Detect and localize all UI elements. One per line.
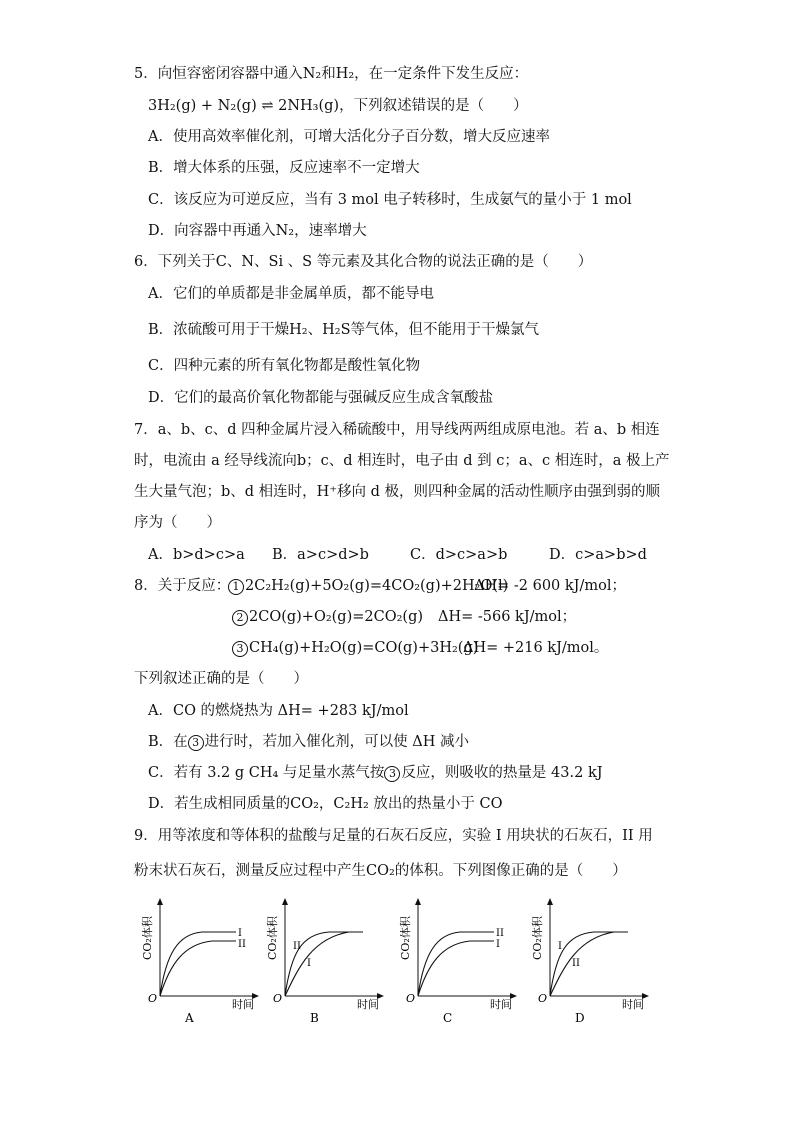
graph-c-label-lower: I	[496, 939, 500, 950]
q8-reaction-2: 2 2CO(g)+O₂(g)=2CO₂(g)	[232, 607, 423, 627]
graph-d-letter: D	[575, 1011, 585, 1025]
graph-d-y-arrow	[547, 898, 553, 905]
graph-d-x-label: 时间	[622, 998, 644, 1011]
q8-reaction-3-dh: ΔH= +216 kJ/mol。	[463, 640, 609, 656]
q7-option-a: A．b>d>c>a	[148, 547, 245, 563]
q8-reaction-3: 3 CH₄(g)+H₂O(g)=CO(g)+3H₂(g)	[232, 638, 478, 658]
q5-option-a: A．使用高效率催化剂，可增大活化分子百分数，增大反应速率	[148, 129, 550, 145]
graph-c-curve-lower	[418, 941, 494, 996]
q5-equation: 3H₂(g) + N₂(g) ⇌ 2NH₃(g)，下列叙述错误的是（ ）	[148, 98, 528, 114]
q8-option-b: B．在 3 进行时，若加入催化剂，可以使 ΔH 减小	[148, 734, 469, 750]
graph-a-y-arrow	[157, 898, 163, 905]
graph-d-origin: O	[538, 992, 548, 1005]
graph-a-curve-upper	[160, 932, 236, 996]
graph-b-x-label: 时间	[357, 998, 379, 1011]
graph-a-y-label: CO₂体积	[141, 916, 154, 960]
graph-b-origin: O	[273, 992, 283, 1005]
graph-a-origin: O	[148, 992, 158, 1005]
graph-b-label-lower: I	[307, 958, 311, 969]
q5-option-b: B．增大体系的压强，反应速率不一定增大	[148, 160, 420, 176]
q8-label: 8．关于反应：	[134, 578, 231, 594]
graph-b-y-arrow	[282, 898, 288, 905]
q8-option-d: D．若生成相同质量的CO₂，C₂H₂ 放出的热量小于 CO	[148, 796, 503, 812]
q7-line4: 序为（ ）	[134, 515, 221, 531]
graph-a-letter: A	[185, 1011, 194, 1025]
q9-line1: 9．用等浓度和等体积的盐酸与足量的石灰石反应，实验 I 用块状的石灰石，II 用	[134, 828, 653, 844]
graph-c-curve-upper	[418, 932, 494, 996]
circled-number-3: 3	[188, 735, 204, 751]
q6-option-c: C．四种元素的所有氧化物都是酸性氧化物	[148, 358, 421, 374]
graph-c-y-arrow	[415, 898, 421, 905]
graph-c-y-label: CO₂体积	[399, 916, 412, 960]
graph-c-letter: C	[443, 1011, 453, 1025]
circled-number-3: 3	[232, 641, 248, 657]
q7-option-c: C．d>c>a>b	[410, 547, 508, 563]
q5-stem: 5．向恒容密闭容器中通入N₂和H₂，在一定条件下发生反应：	[134, 66, 529, 82]
graph-b-y-label: CO₂体积	[266, 916, 279, 960]
q5-option-d: D．向容器中再通入N₂，速率增大	[148, 223, 367, 239]
q7-line2: 时，电流由 a 经导线流向b；c、d 相连时，电子由 d 到 c；a、c 相连时，a 极上产	[134, 453, 670, 469]
q9-line2: 粉末状石灰石，测量反应过程中产生CO₂的体积。下列图像正确的是（ ）	[134, 863, 627, 879]
q8-reaction-1: 1 2C₂H₂(g)+5O₂(g)=4CO₂(g)+2H₂O(l)	[228, 576, 508, 596]
q6-option-b: B．浓硫酸可用于干燥H₂、H₂S等气体，但不能用于干燥氯气	[148, 322, 540, 338]
q8-reaction-1-dh: ΔH= -2 600 kJ/mol；	[474, 578, 626, 594]
q6-option-d: D．它们的最高价氧化物都能与强碱反应生成含氧酸盐	[148, 390, 494, 406]
q7-option-b: B．a>c>d>b	[272, 547, 369, 563]
q8-stem: 下列叙述正确的是（ ）	[134, 671, 308, 687]
graph-d-label-upper: I	[558, 941, 562, 952]
q6-stem: 6．下列关于C、N、Si 、S 等元素及其化合物的说法正确的是（ ）	[134, 254, 593, 270]
graph-c-origin: O	[406, 992, 416, 1005]
q7-line1: 7．a、b、c、d 四种金属片浸入稀硫酸中，用导线两两组成原电池。若 a、b 相连	[134, 422, 660, 438]
circled-number-1: 1	[228, 579, 244, 595]
graph-d-y-label: CO₂体积	[531, 916, 544, 960]
graph-d-label-lower: II	[572, 958, 580, 969]
q9-graphs	[0, 890, 794, 1030]
graph-a-x-label: 时间	[232, 998, 254, 1011]
graph-c-x-label: 时间	[490, 998, 512, 1011]
graph-b-label-upper: II	[293, 941, 301, 952]
graph-c-label-upper: II	[496, 928, 504, 939]
q8-reaction-2-dh: ΔH= -566 kJ/mol；	[438, 609, 577, 625]
graph-a-label-upper: I	[238, 928, 242, 939]
q5-option-c: C．该反应为可逆反应，当有 3 mol 电子转移时，生成氨气的量小于 1 mol	[148, 192, 632, 208]
circled-number-3: 3	[384, 766, 400, 782]
q7-option-d: D．c>a>b>d	[549, 547, 647, 563]
q8-option-c: C．若有 3.2 g CH₄ 与足量水蒸气按 3 反应，则吸收的热量是 43.2 kJ	[148, 765, 603, 781]
q6-option-a: A．它们的单质都是非金属单质，都不能导电	[148, 286, 434, 302]
graph-b-letter: B	[310, 1011, 319, 1025]
graph-a-curve-lower	[160, 941, 236, 996]
q8-option-a: A．CO 的燃烧热为 ΔH= +283 kJ/mol	[148, 703, 409, 719]
graph-a-label-lower: II	[238, 939, 246, 950]
q7-line3: 生大量气泡；b、d 相连时，H⁺移向 d 极，则四种金属的活动性顺序由强到弱的顺	[134, 484, 660, 500]
circled-number-2: 2	[232, 610, 248, 626]
